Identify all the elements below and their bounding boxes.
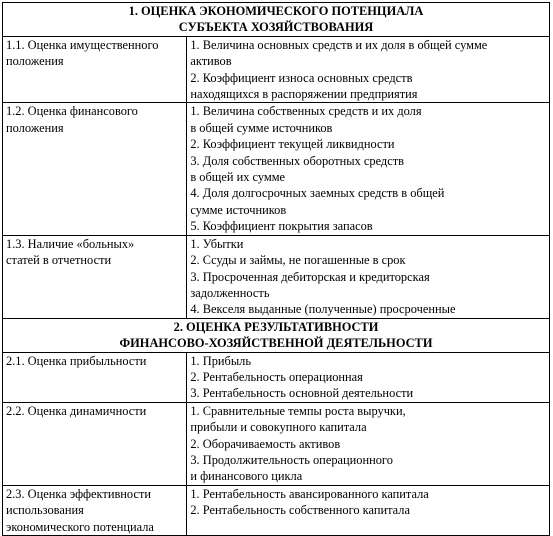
- section-title-line: СУБЪЕКТА ХОЗЯЙСТВОВАНИЯ: [178, 20, 374, 35]
- table-row: [3, 485, 550, 535]
- indicator-text: 3. Рентабельность основной деятельности: [190, 386, 414, 401]
- indicators-cell: [187, 36, 550, 103]
- section-title-line: ФИНАНСОВО-ХОЗЯЙСТВЕННОЙ ДЕЯТЕЛЬНОСТИ: [119, 336, 433, 351]
- indicator-text: 2. Коэффициент износа основных средств: [190, 70, 413, 85]
- criterion-text: положения: [6, 54, 64, 69]
- indicator-text: 3. Продолжительность операционного: [190, 452, 393, 467]
- table-row: [3, 352, 550, 402]
- section-header-row: [3, 3, 550, 37]
- indicator-text: сумме источников: [190, 202, 287, 217]
- indicator-text: 2. Рентабельность операционная: [190, 369, 363, 384]
- indicator-text: активов: [190, 54, 232, 69]
- criterion-cell: [3, 352, 187, 402]
- indicator-text: 2. Рентабельность собственного капитала: [190, 503, 410, 518]
- table-row: [3, 36, 550, 103]
- indicator-text: 1. Убытки: [190, 236, 244, 251]
- indicators-cell: [187, 103, 550, 235]
- criterion-cell: [3, 485, 187, 535]
- indicator-text: 1. Величина собственных средств и их доля: [190, 104, 422, 119]
- indicator-text: в общей сумме источников: [190, 120, 333, 135]
- criterion-text: 1.1. Оценка имущественного: [6, 37, 159, 52]
- indicator-text: 3. Просроченная дебиторская и кредиторская: [190, 269, 430, 284]
- indicator-text: в общей их сумме: [190, 170, 286, 185]
- indicator-text: находящихся в распоряжении предприятия: [190, 87, 418, 102]
- indicator-text: 5. Коэффициент покрытия запасов: [190, 219, 373, 234]
- criterion-text: положения: [6, 120, 64, 135]
- criterion-text: 2.1. Оценка прибыльности: [6, 353, 147, 368]
- section-title: [3, 3, 550, 37]
- criterion-text: использования: [6, 503, 84, 518]
- criterion-text: 1.3. Наличие «больных»: [6, 236, 135, 251]
- criterion-text: 1.2. Оценка финансового: [6, 104, 138, 119]
- indicator-text: 3. Доля собственных оборотных средств: [190, 153, 404, 168]
- criterion-text: экономического потенциала: [6, 519, 154, 534]
- indicators-cell: [187, 402, 550, 485]
- table-row: [3, 402, 550, 485]
- indicator-text: и финансового цикла: [190, 469, 303, 484]
- indicators-cell: [187, 485, 550, 535]
- indicator-text: прибыли и совокупного капитала: [190, 420, 367, 435]
- indicator-text: 2. Оборачиваемость активов: [190, 436, 341, 451]
- indicator-text: 2. Ссуды и займы, не погашенные в срок: [190, 253, 406, 268]
- indicator-text: 4. Векселя выданные (полученные) просроченные: [190, 302, 456, 317]
- indicator-text: 1. Прибыль: [190, 353, 251, 368]
- section-header-row: [3, 318, 550, 352]
- indicator-text: 1. Величина основных средств и их доля в общей сумме: [190, 37, 488, 52]
- indicators-cell: [187, 352, 550, 402]
- indicators-table: [2, 2, 550, 536]
- section-title-line: 2. ОЦЕНКА РЕЗУЛЬТАТИВНОСТИ: [173, 319, 379, 334]
- indicator-text: 2. Коэффициент текущей ликвидности: [190, 137, 395, 152]
- criterion-text: 2.2. Оценка динамичности: [6, 403, 147, 418]
- table-row: [3, 103, 550, 235]
- criterion-text: статей в отчетности: [6, 253, 112, 268]
- indicator-text: 4. Доля долгосрочных заемных средств в общей: [190, 186, 445, 201]
- indicators-cell: [187, 235, 550, 318]
- indicator-text: задолженность: [190, 285, 270, 300]
- criterion-text: 2.3. Оценка эффективности: [6, 486, 151, 501]
- criterion-cell: [3, 402, 187, 485]
- criterion-cell: [3, 235, 187, 318]
- table-row: [3, 235, 550, 318]
- criterion-cell: [3, 36, 187, 103]
- criterion-cell: [3, 103, 187, 235]
- section-title-line: 1. ОЦЕНКА ЭКОНОМИЧЕСКОГО ПОТЕНЦИАЛА: [128, 4, 424, 18]
- section-title: [3, 318, 550, 352]
- indicator-text: 1. Сравнительные темпы роста выручки,: [190, 403, 406, 418]
- indicator-text: 1. Рентабельность авансированного капитала: [190, 486, 429, 501]
- document: [2, 2, 550, 536]
